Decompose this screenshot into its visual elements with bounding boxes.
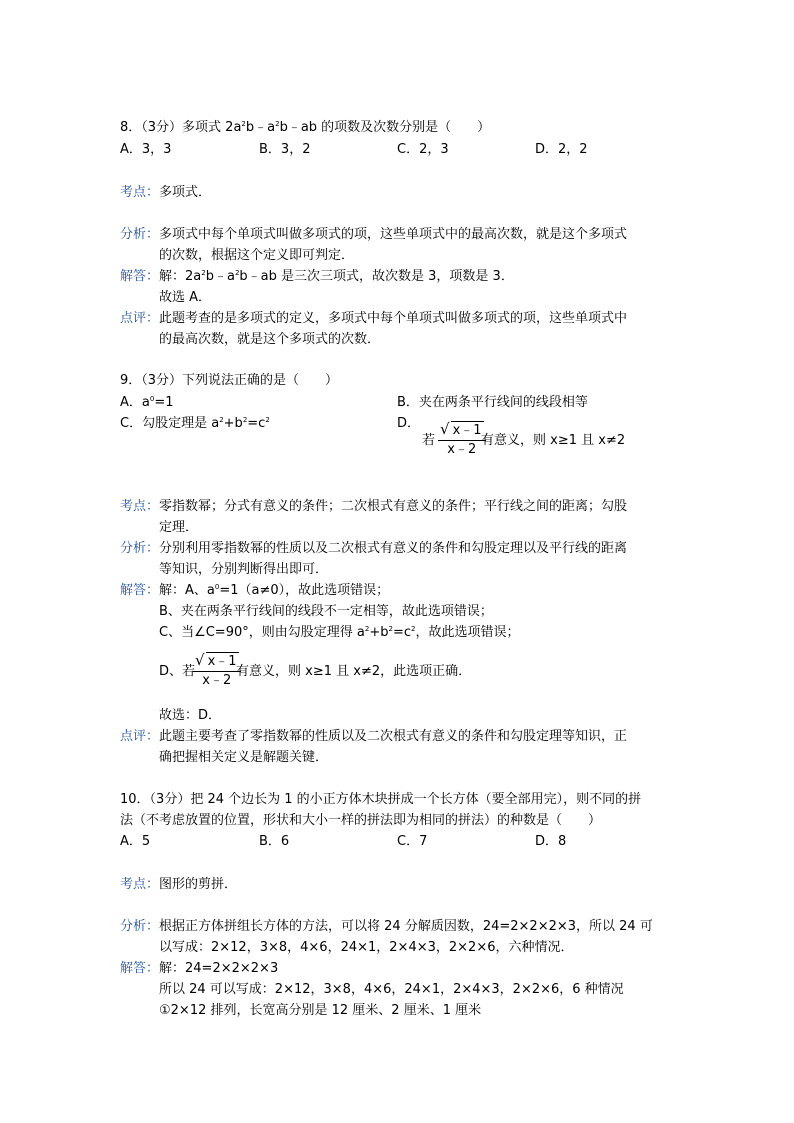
- fenxi-label: 分析：: [120, 541, 160, 556]
- q9-jieda-line5: 故选：D．: [159, 708, 222, 723]
- dianping-label: 点评：: [120, 311, 160, 326]
- q9-jieda-line4-post: 有意义，则 x≥1 且 x≠2，此选项正确．: [236, 664, 472, 679]
- q9-option-b: B．夹在两条平行线间的线段相等: [397, 395, 588, 410]
- q10-kaodian: 考点：图形的剪拼．: [120, 877, 238, 892]
- fraction-numerator: x﹣1: [452, 423, 482, 438]
- q8-option-a: A．3，3: [120, 142, 172, 157]
- q9-option-d-post: 有意义，则 x≥1 且 x≠2: [481, 433, 626, 448]
- q8-option-c: C．2，3: [397, 142, 449, 157]
- q8-fenxi: 分析：多项式中每个单项式叫做多项式的项，这些单项式中的最高次数，就是这个多项式: [120, 227, 628, 242]
- sqrt-symbol: √: [440, 420, 450, 438]
- q10-jieda: 解答：解：24=2×2×2×3: [120, 961, 279, 976]
- q9-jieda-line3: C、当∠C=90°，则由勾股定理得 $a^2+b^2=c^2$，故此选项错误；: [159, 625, 520, 640]
- fraction-denominator: x﹣2: [202, 673, 232, 688]
- q10-fenxi: 分析：根据正方体拼组长方体的方法，可以将 24 分解质因数，24=2×2×2×3，所以 24 可: [120, 919, 653, 934]
- q9-jieda-line4-pre: D、若: [159, 664, 196, 679]
- jieda-label: 解答：: [120, 961, 160, 976]
- q9-fenxi-line2: 等知识，分别判断得出即可．: [159, 562, 329, 577]
- q10-option-a: A．5: [120, 834, 151, 849]
- jieda-label: 解答：: [120, 269, 160, 284]
- q9-option-d-pre: 若: [422, 433, 436, 448]
- q10-fenxi-line2: 以写成：2×12，3×8，4×6，24×1，2×4×3，2×2×6，六种情况．: [159, 940, 574, 955]
- q8-kaodian: 考点：多项式．: [120, 185, 212, 200]
- q8-dianping-line2: 的最高次数，就是这个多项式的次数．: [159, 332, 381, 347]
- q10-jieda-line3: ①2×12 排列，长宽高分别是 12 厘米、2 厘米、1 厘米: [159, 1003, 482, 1018]
- q9-dianping: 点评：此题主要考查了零指数幂的性质以及二次根式有意义的条件和勾股定理等知识，正: [120, 729, 628, 744]
- sqrt-symbol: √: [195, 651, 205, 669]
- q8-option-b: B．3，2: [259, 142, 311, 157]
- q10-stem: 10．（3分）把 24 个边长为 1 的小正方体木块拼成一个长方体（要全部用完），则不同的拼: [120, 792, 642, 807]
- q8-option-d: D．2，2: [535, 142, 588, 157]
- q8-fenxi-line2: 的次数，根据这个定义即可判定．: [159, 248, 355, 263]
- q9-jieda: 解答：解：A、$a^0=1(a\ne 0)$，故此选项错误；: [120, 583, 390, 598]
- q10-option-c: C．7: [397, 834, 428, 849]
- q9-kaodian-line2: 定理．: [159, 520, 199, 535]
- kaodian-label: 考点：: [120, 499, 160, 514]
- q8-jieda-line2: 故选 A．: [159, 290, 212, 305]
- fenxi-label: 分析：: [120, 919, 160, 934]
- q10-option-b: B．6: [259, 834, 290, 849]
- q10-stem-line2: 法（不考虑放置的位置，形状和大小一样的拼法即为相同的拼法）的种数是（ ）: [120, 813, 602, 828]
- q9-kaodian: 考点：零指数幂；分式有意义的条件；二次根式有意义的条件；平行线之间的距离；勾股: [120, 499, 628, 514]
- q9-fenxi: 分析：分别利用零指数幂的性质以及二次根式有意义的条件和勾股定理以及平行线的距离: [120, 541, 628, 556]
- q9-option-a: A．$a^0=1$: [120, 395, 174, 410]
- q8-stem: 8．（3分）多项式 $2a^2b﹣a^2b﹣ab$ 的项数及次数分别是（ ）: [120, 120, 491, 135]
- jieda-label: 解答：: [120, 583, 160, 598]
- fraction-denominator: x﹣2: [447, 442, 477, 457]
- q9-option-d-fraction: [438, 420, 486, 459]
- q10-jieda-line2: 所以 24 可以写成：2×12，3×8，4×6，24×1，2×4×3，2×2×6，6 种情况: [159, 982, 624, 997]
- q9-dianping-line2: 确把握相关定义是解题关键．: [159, 750, 329, 765]
- dianping-label: 点评：: [120, 729, 160, 744]
- kaodian-label: 考点：: [120, 877, 160, 892]
- q9-stem: 9．（3分）下列说法正确的是（ ）: [120, 373, 339, 388]
- q9-option-d: D．: [397, 416, 421, 431]
- q10-option-d: D．8: [535, 834, 567, 849]
- fenxi-label: 分析：: [120, 227, 160, 242]
- q8-jieda: 解答：解：$2a^2b﹣a^2b﹣ab$ 是三次三项式，故次数是 3，项数是 3．: [120, 269, 514, 284]
- q8-dianping: 点评：此题考查的是多项式的定义，多项式中每个单项式叫做多项式的项，这些单项式中: [120, 311, 628, 326]
- q9-jieda-fraction: [193, 651, 241, 690]
- q9-jieda-line2: B、夹在两条平行线间的线段不一定相等，故此选项错误；: [159, 604, 493, 619]
- fraction-numerator: x﹣1: [207, 654, 237, 669]
- q9-option-c: C．勾股定理是 $a^2+b^2=c^2$: [120, 416, 270, 431]
- kaodian-label: 考点：: [120, 185, 160, 200]
